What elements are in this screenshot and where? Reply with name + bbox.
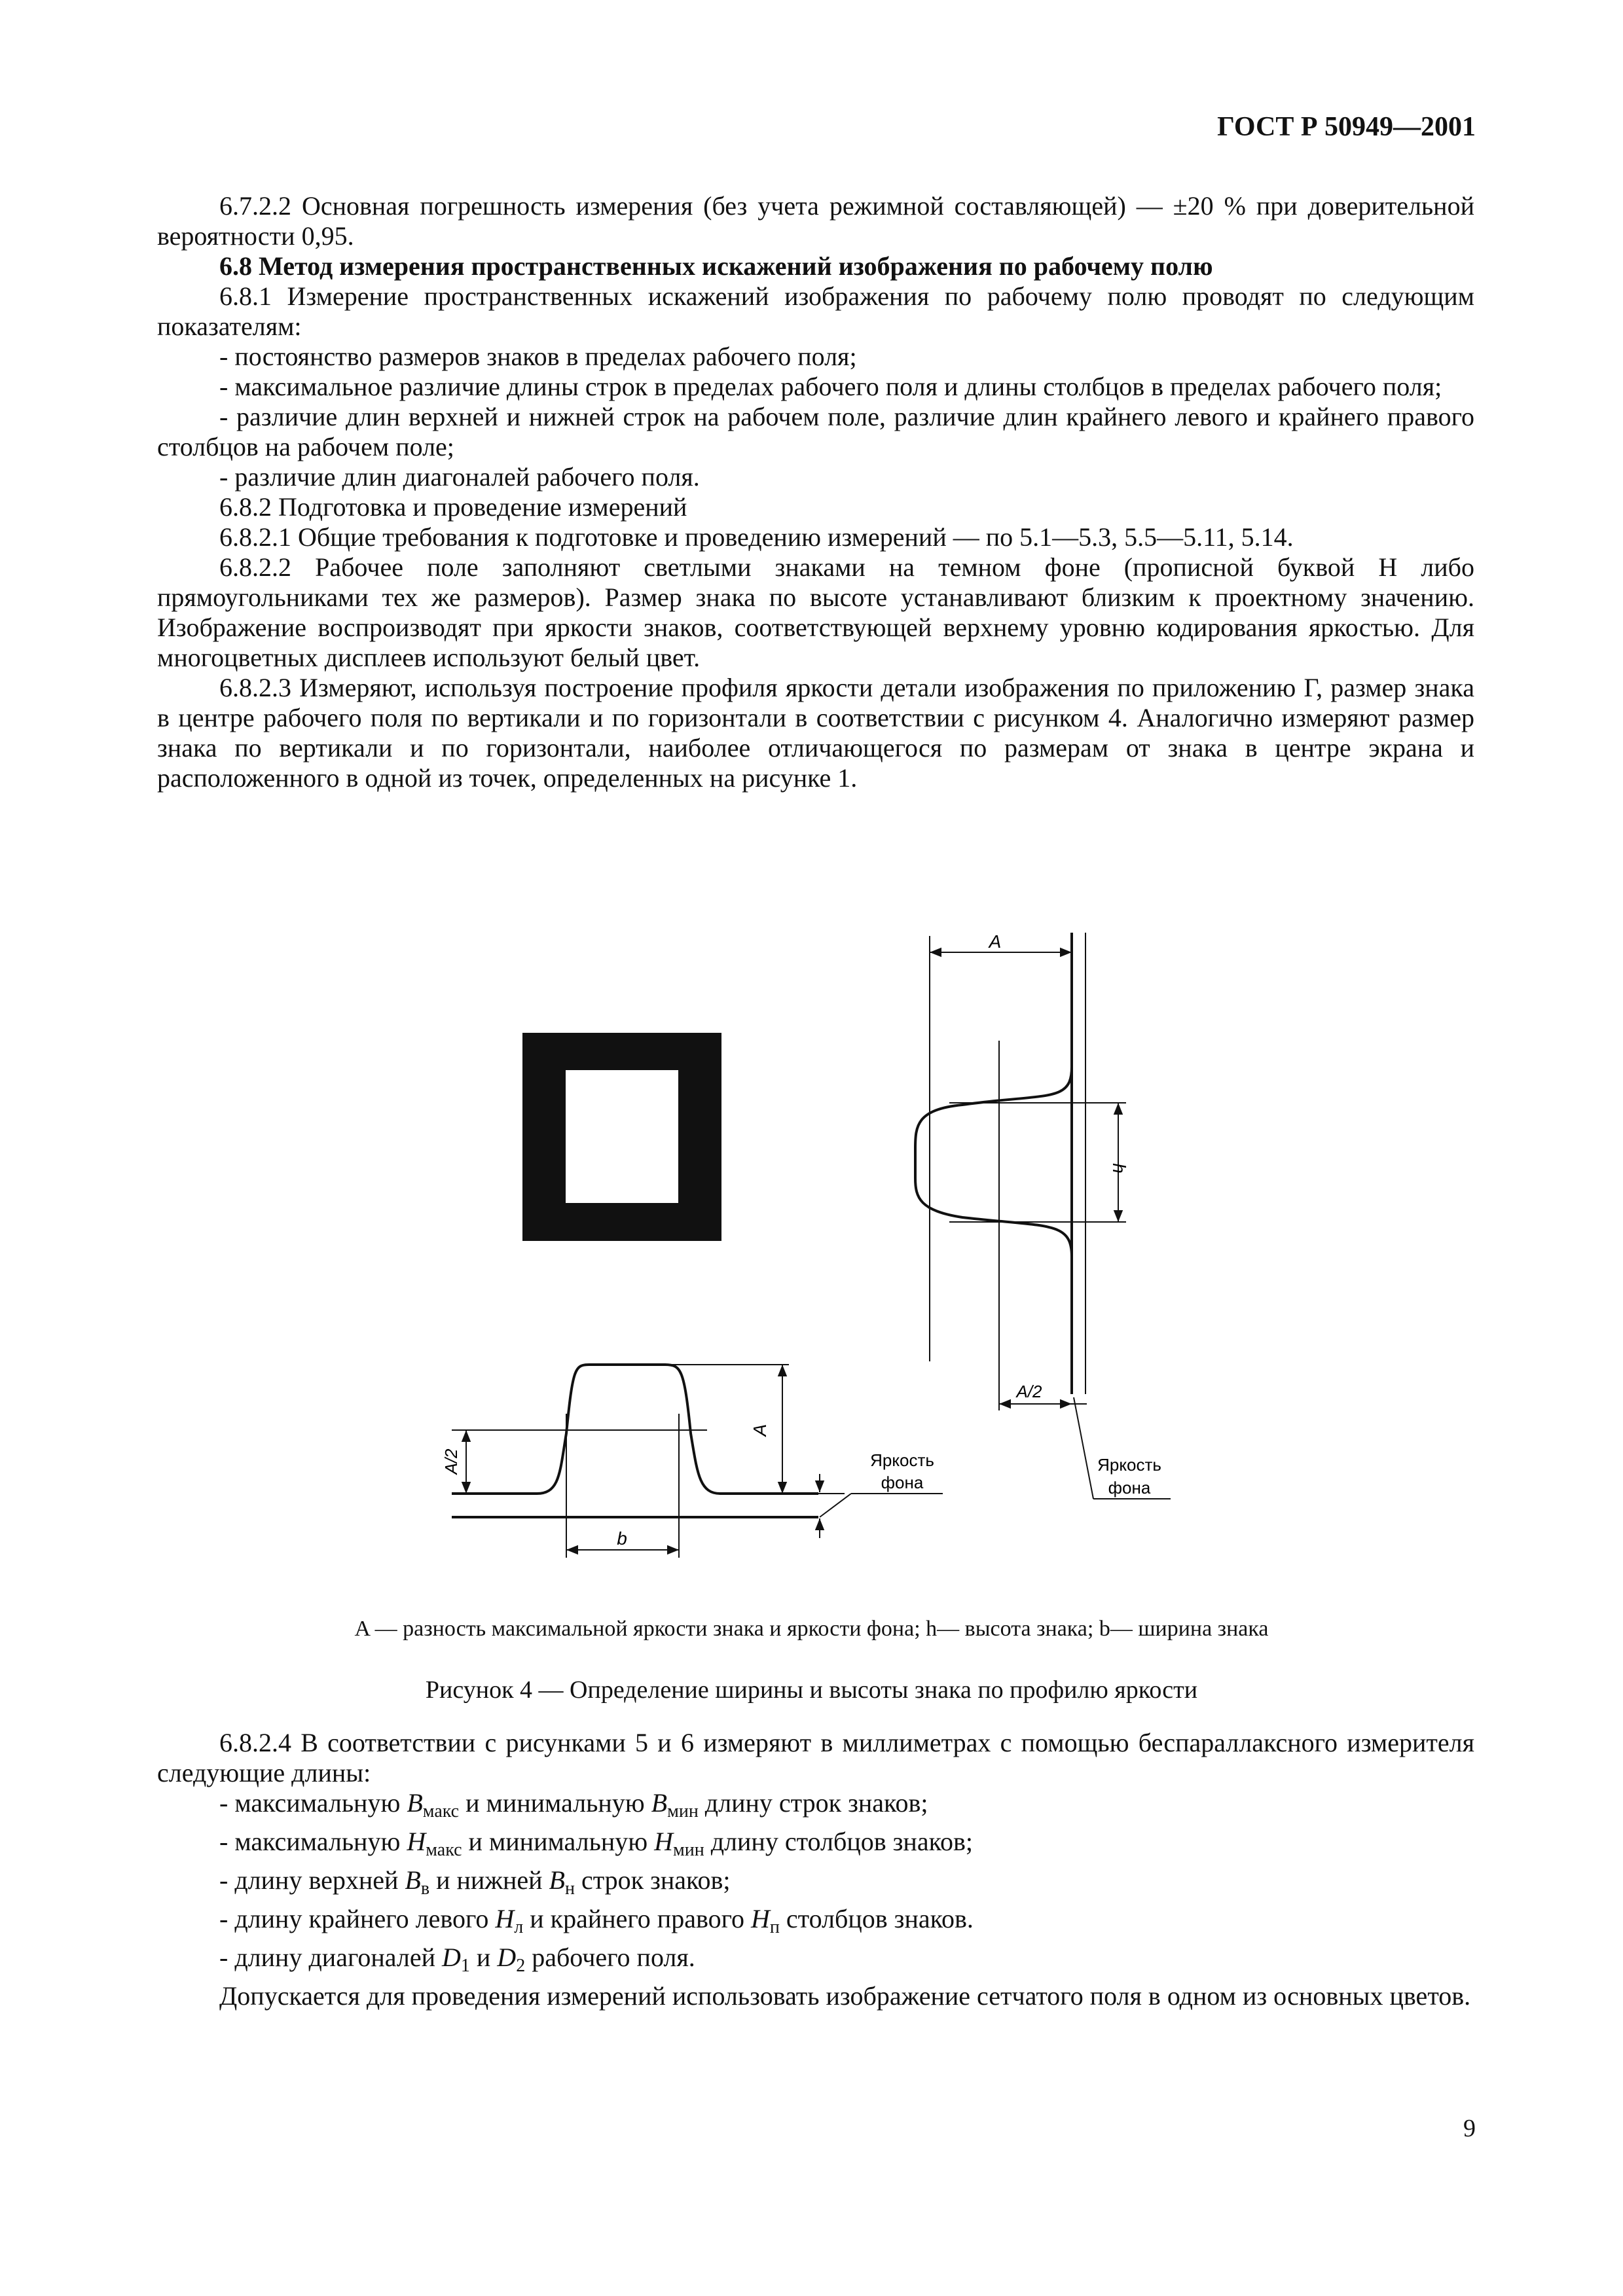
brightness-label-right-1: Яркость xyxy=(1097,1455,1161,1475)
label-b: b xyxy=(617,1528,627,1549)
lower-text xyxy=(157,1728,1474,2011)
brightness-label-right-2: фона xyxy=(1108,1478,1151,1498)
page-number: 9 xyxy=(1463,2115,1476,2142)
label-A-vertical: A xyxy=(989,931,1002,952)
label-h: h xyxy=(1109,1163,1129,1174)
list-item: - длину диагоналей $D_1$ и $D_2$ рабочего поля. xyxy=(219,1943,695,1976)
paragraph-6-8-2: 6.8.2 Подготовка и проведение измерений xyxy=(219,492,687,522)
figure-legend: A — разность максимальной яркости знака и яркости фона; h— высота знака; b— ширина знака xyxy=(354,1617,1269,1641)
paragraph-6-8-2-3: 6.8.2.3 Измеряют, используя построение профиля яркости детали изображения по приложению Г, размер знака в центре рабочего поля по вертикали и по горизонтали в соответствии с рисунком 4. Аналогично измеряют размер знака по вертикали и по горизонтали, наиболее отличающегося по размерам от знака в центре экрана и расположенного в одной из точек, определенных на рисунке 1. xyxy=(157,673,1474,793)
list-item: - максимальную $B_{макс}$ и минимальную $B_{мин}$ длину строк знаков; xyxy=(219,1788,928,1821)
figure-title: Рисунок 4 — Определение ширины и высоты знака по профилю яркости xyxy=(425,1676,1198,1704)
vertical-brightness-profile xyxy=(915,933,1171,1499)
figure-4 xyxy=(0,910,1623,1610)
horizontal-brightness-profile xyxy=(452,1365,943,1558)
figure-4-drawing xyxy=(0,910,1623,1610)
list-item: - максимальную $H_{макс}$ и минимальную $H_{мин}$ длину столбцов знаков; xyxy=(219,1827,973,1860)
paragraph-6-8-2-2: 6.8.2.2 Рабочее поле заполняют светлыми знаками на темном фоне (прописной буквой Н либо прямоугольниками тех же размеров). Размер знака по высоте устанавливают близким к проектному значению. Изображение воспроизводят при яркости знаков, соответствующей верхнему уровню кодирования яркостью. Для многоцветных дисплеев используют белый цвет. xyxy=(157,552,1474,672)
paragraph-permission: Допускается для проведения измерений использовать изображение сетчатого поля в одном из основных цветов. xyxy=(219,1981,1471,2011)
list-item: - постоянство размеров знаков в пределах рабочего поля; xyxy=(219,342,857,371)
section-heading-6-8: 6.8 Метод измерения пространственных искажений изображения по рабочему полю xyxy=(219,251,1213,281)
document-code-header: ГОСТ Р 50949—2001 xyxy=(1217,112,1476,142)
paragraph-6-8-2-4: 6.8.2.4 В соответствии с рисунками 5 и 6 измеряют в миллиметрах с помощью беспараллаксного измерителя следующие длины: xyxy=(157,1728,1474,1787)
list-item: - различие длин диагоналей рабочего поля. xyxy=(219,462,700,492)
brightness-label-left-1: Яркость xyxy=(870,1450,934,1470)
label-A2-vertical: A/2 xyxy=(1016,1382,1042,1401)
list-item: - максимальное различие длины строк в пределах рабочего поля и длины столбцов в пределах рабочего поля; xyxy=(219,372,1442,401)
label-A-horizontal: A xyxy=(750,1424,770,1437)
label-A2-horizontal: A/2 xyxy=(441,1448,461,1475)
list-item: - длину верхней $B_в$ и нижней $B_н$ строк знаков; xyxy=(219,1865,731,1899)
paragraph-6-8-2-1: 6.8.2.1 Общие требования к подготовке и проведению измерений — по 5.1—5.3, 5.5—5.11, 5.14. xyxy=(219,522,1294,552)
list-item: - различие длин верхней и нижней строк на рабочем поле, различие длин крайнего левого и крайнего правого столбцов на рабочем поле; xyxy=(157,402,1474,461)
character-window xyxy=(566,1070,678,1203)
brightness-label-left-2: фона xyxy=(881,1473,924,1492)
upper-text xyxy=(157,191,1474,793)
list-item: - длину крайнего левого $H_л$ и крайнего правого $H_п$ столбцов знаков. xyxy=(219,1904,974,1937)
paragraph-6-7-2-2: 6.7.2.2 Основная погрешность измерения (без учета режимной составляющей) — ±20 % при доверительной вероятности 0,95. xyxy=(157,191,1474,251)
paragraph-6-8-1: 6.8.1 Измерение пространственных искажений изображения по рабочему полю проводят по следующим показателям: xyxy=(157,281,1474,341)
